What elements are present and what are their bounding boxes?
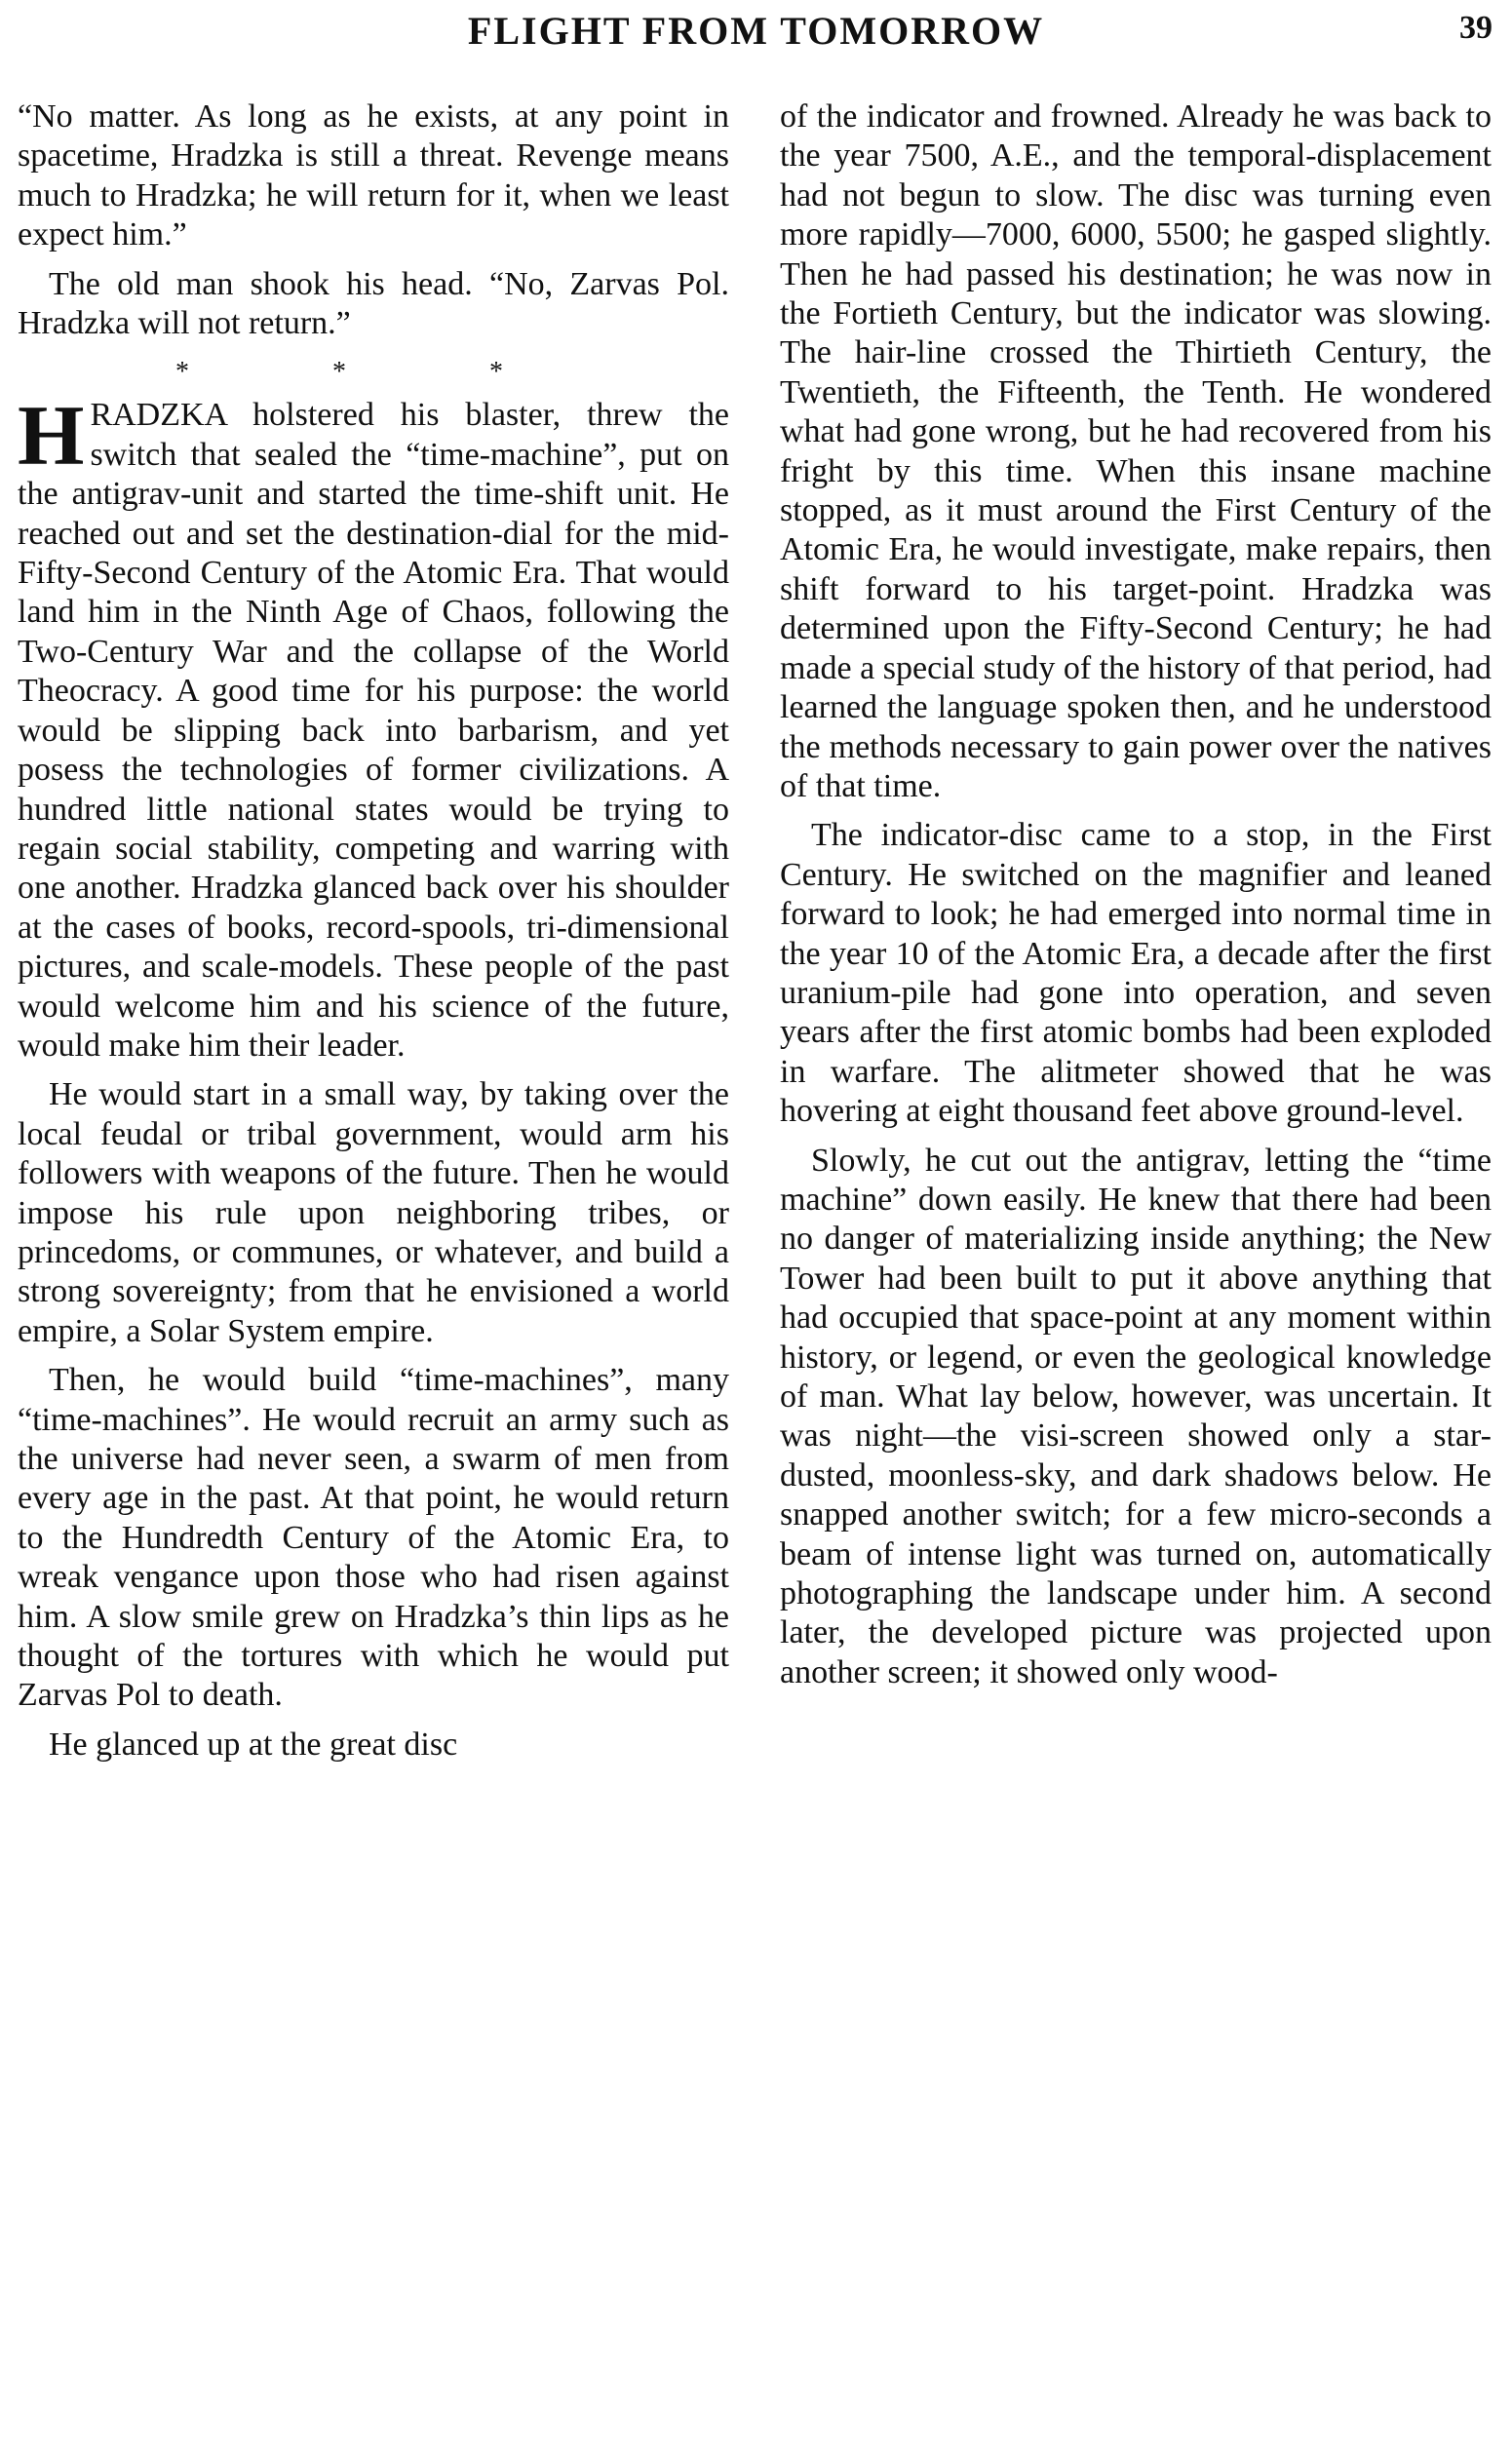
paragraph-text: RADZKA holstered his blaster, threw the switch that sealed the “time-machine”, put on the antigrav-unit and started the time-shift unit. He reached out and set the destination-dial for the mid-Fifty-Second Century of the Atomic Era. That would land him in the Ninth Age of Chaos, following the Two-Century War and the collapse of the World Theocracy. A good time for his purpose: the world would be slipping back into barbarism, and yet posess the technologies of former civilizations. A hundred little national states would be trying to regain social stability, competing and warring with one another. Hradzka glanced back over his shoulder at the cases of books, record-spools, tri-dimensional pictures, and scale-models. These people of the past would welcome him and his science of the future, would make him their leader. [18, 397, 729, 1064]
drop-cap: H [18, 389, 85, 485]
page-header [0, 0, 1512, 68]
paragraph: Then, he would build “time-machines”, many “time-machines”. He would recruit an army such as the universe had never seen, a swarm of men from every age in the past. At that point, he would return to the Hundredth Century of the Atomic Era, to wreak vengance upon those who had risen against him. A slow smile grew on Hradzka’s thin lips as he thought of the tortures with which he would put Zarvas Pol to death. [18, 1362, 729, 1714]
right-column [780, 97, 1492, 1702]
paragraph: “No matter. As long as he exists, at any point in spacetime, Hradzka is still a threat. Revenge means much to Hradzka; he will return for it, when we least expect him.” [18, 98, 729, 253]
paragraph: The indicator-disc came to a stop, in the First Century. He switched on the magnifier and leaned forward to look; he had emerged into normal time in the year 10 of the Atomic Era, a decade after the first uranium-pile had gone into operation, and seven years after the first atomic bombs had been exploded in warfare. The alitmeter showed that he was hovering at eight thousand feet above ground-level. [780, 817, 1492, 1130]
paragraph: of the indicator and frowned. Already he was back to the year 7500, A.E., and the temporal-displacement had not begun to slow. The disc was turning even more rapidly—7000, 6000, 5500; he gasped slightly. Then he had passed his destination; he was now in the Fortieth Century, but the indicator was slowing. The hair-line crossed the Thirtieth Century, the Twentieth, the Fifteenth, the Tenth. He wondered what had gone wrong, but he had recovered from his fright by this time. When this insane machine stopped, as it must around the First Century of the Atomic Era, he would investigate, make repairs, then shift forward to his target-point. Hradzka was determined upon the Fifty-Second Century; he had made a special study of the history of that period, had learned the language spoken then, and he understood the methods necessary to gain power over the natives of that time. [780, 98, 1492, 804]
left-column [18, 97, 729, 1774]
paragraph: The old man shook his head. “No, Zarvas Pol. Hradzka will not return.” [18, 265, 729, 342]
paragraph [18, 389, 729, 1066]
paragraph: Slowly, he cut out the antigrav, letting the “time machine” down easily. He knew that there had been no danger of materializing inside anything; the New Tower had been built to put it above anything that had occupied that space-point at any moment within history, or legend, or even the geological knowledge of man. What lay below, however, was uncertain. It was night—the visi-screen showed only a star-dusted, moonless-sky, and dark shadows below. He snapped another switch; for a few micro-seconds a beam of intense light was turned on, automatically photographing the landscape under him. A second later, the developed picture was projected upon another screen; it showed only wood- [780, 1142, 1492, 1690]
section-separator: * * * [175, 357, 571, 388]
page-number: 39 [1459, 10, 1493, 46]
running-title: FLIGHT FROM TOMORROW [467, 9, 1045, 53]
paragraph: He would start in a small way, by taking over the local feudal or tribal government, would arm his followers with weapons of the future. Then he would impose his rule upon neighboring tribes, or princedoms, or communes, or whatever, and build a strong sovereignty; from that he envisioned a world empire, a Solar System empire. [18, 1076, 729, 1349]
paragraph: He glanced up at the great disc [49, 1726, 458, 1763]
